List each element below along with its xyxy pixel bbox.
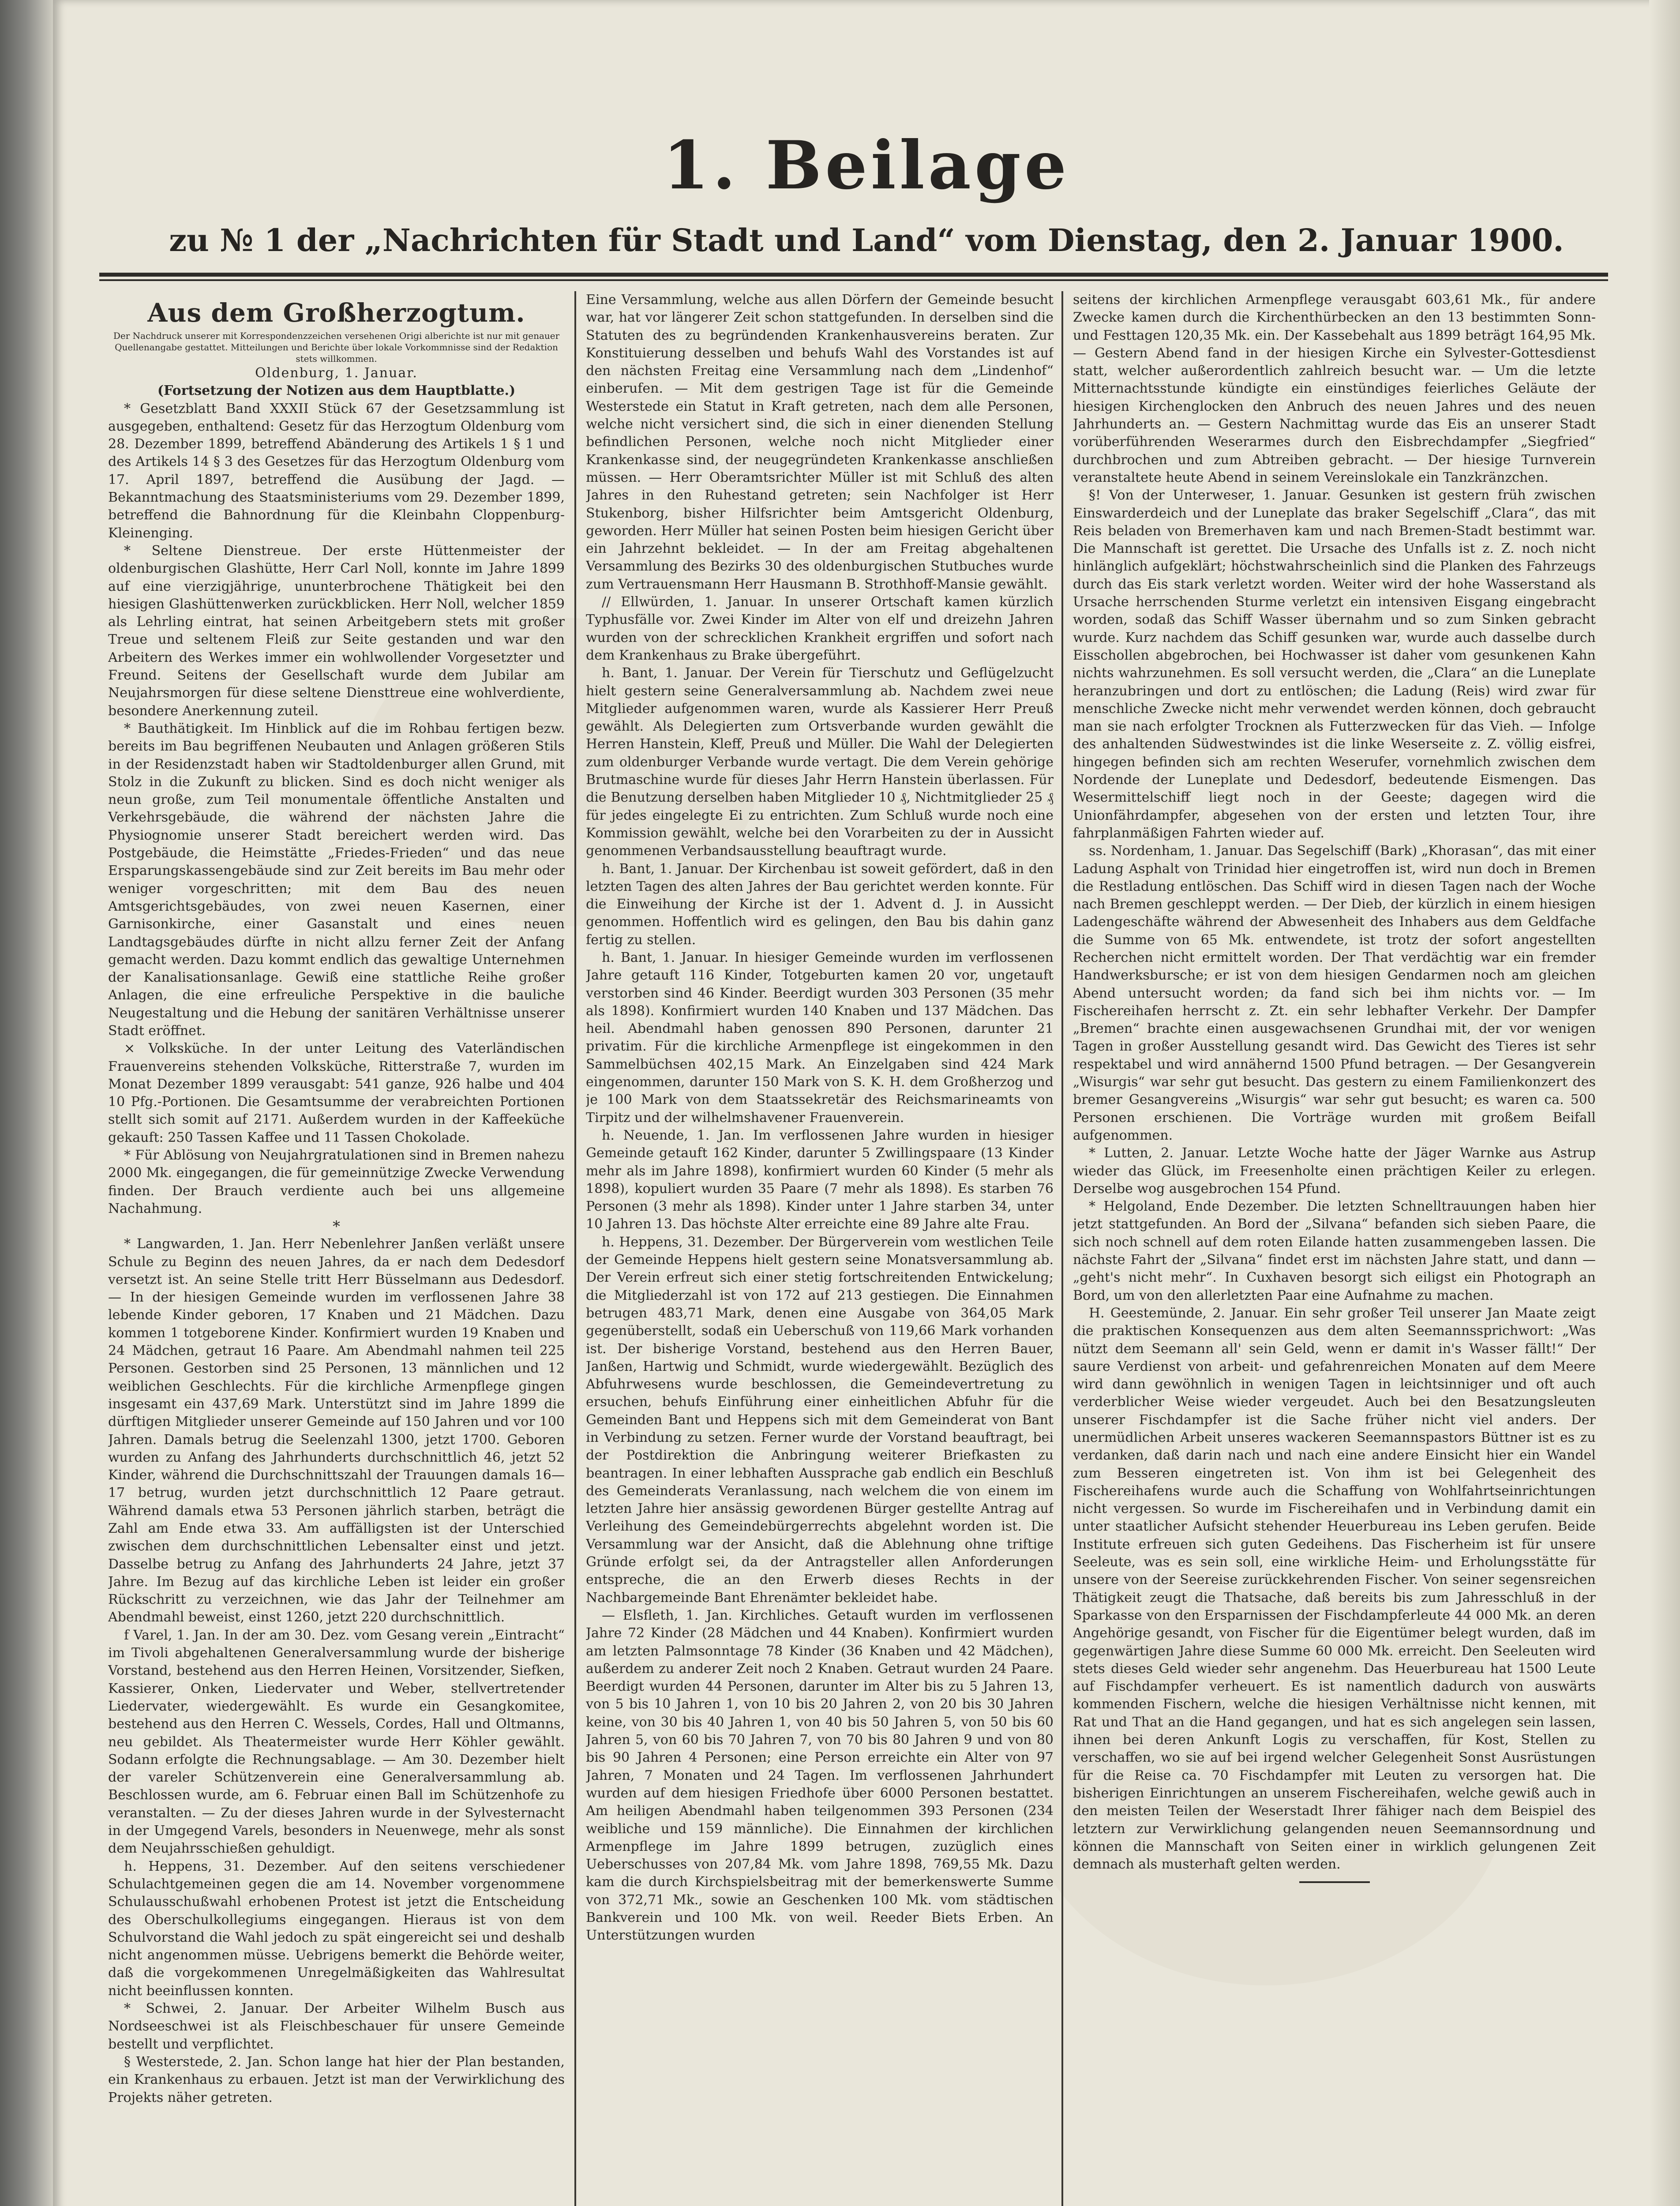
article-paragraph: * Seltene Dienstreue. Der erste Hüttenmeister der oldenburgischen Glashütte, Herr Carl Noll, konnte im Jahre 1899 auf eine vierzigjährige, ununterbrochene Thätigkeit bei den hiesigen Glashüttenwerken zurückblicken. Herr Noll, welcher 1859 als Lehrling eintrat, hat seinen Arbeitgebern stets mit großer Treue und seltenem Fleiß zur Seite gestanden und war den Arbeitern des Werkes immer ein wohlwollender Vorgesetzter und Freund. Seitens der Gesellschaft wurde dem Jubilar am Neujahrsmorgen für diese seltene Diensttreue eine wohlverdiente, besondere Anerkennung zuteil. [108, 543, 565, 719]
article-paragraph: h. Bant, 1. Januar. Der Verein für Tierschutz und Geflügelzucht hielt gestern seine Generalversammlung ab. Nachdem zwei neue Mitglieder aufgenommen waren, wurde als Kassierer Herr Preuß gewählt. Als Delegierten zum Ortsverbande wurden gewählt die Herren Hanstein, Kleff, Preuß und Müller. Die Wahl der Delegierten zum oldenburger Verbande wurde vertagt. Die dem Verein gehörige Brutmaschine wurde für dieses Jahr Herrn Hanstein überlassen. Für die Benutzung derselben haben Mitglieder 10 ₰, Nichtmitglieder 25 ₰ für jedes eingelegte Ei zu entrichten. Zum Schluß wurde noch eine Kommission gewählt, welche bei den Vorarbeiten zu der in Aussicht genommenen Verbandsausstellung beauftragt wurde. [586, 665, 1054, 859]
article-paragraph: Eine Versammlung, welche aus allen Dörfern der Gemeinde besucht war, hat vor längerer Zeit schon stattgefunden. In derselben sind die Statuten des zu begründenden Krankenhausvereins beraten. Zur Konstituierung desselben und behufs Wahl des Vorstandes ist auf den nächsten Freitag eine Versammlung nach dem „Lindenhof“ einberufen. — Mit dem gestrigen Tage ist für die Gemeinde Westerstede ein Statut in Kraft getreten, nach dem alle Personen, welche nicht versichert sind, die sich in einer dienenden Stellung befindlichen Personen, welche noch nicht Mitglieder einer Krankenkasse sind, der neugegründeten Krankenkasse anschließen müssen. — Herr Oberamtsrichter Müller ist mit Schluß des alten Jahres in den Ruhestand getreten; sein Nachfolger ist Herr Stukenborg, bisher Hilfsrichter beim Amtsgericht Oldenburg, geworden. Herr Müller hat seinen Posten beim hiesigen Gericht über ein Jahrzehnt bekleidet. — In der am Freitag abgehaltenen Versammlung des Bezirks 30 des oldenburgischen Stutbuches wurde zum Vertrauensmann Herr Hausmann B. Strothhoff-Mansie gewählt. [586, 292, 1054, 592]
article-paragraph: f Varel, 1. Jan. In der am 30. Dez. vom Gesang verein „Eintracht“ im Tivoli abgehaltenen Generalversammlung wurde der bisherige Vorstand, bestehend aus den Herren Heinen, Vorsitzender, Siefken, Kassierer, Onken, Liedervater und Weber, stellvertretender Liedervater, wiedergewählt. Es wurde ein Gesangkomitee, bestehend aus den Herren C. Wessels, Cordes, Hall und Oltmanns, neu gebildet. Als Theatermeister wurde Herr Köhler gewählt. Sodann erfolgte die Rechnungsablage. — Am 30. Dezember hielt der vareler Schützenverein eine Generalversammlung ab. Beschlossen wurde, am 6. Februar einen Ball im Schützenhofe zu veranstalten. — Zu der dieses Jahren wurde in der Sylvesternacht in der Umgegend Varels, besonders in Neuenwege, mehr als sonst dem Neujahrsschießen gehuldigt. [108, 1627, 565, 1857]
column-1 [108, 291, 565, 2206]
article-paragraph: × Volksküche. In der unter Leitung des Vaterländischen Frauenvereins stehenden Volksküche, Ritterstraße 7, wurden im Monat Dezember 1899 verausgabt: 541 ganze, 926 halbe und 404 10 Pfg.-Portionen. Die Gesamtsumme der verabreichten Portionen stellt sich somit auf 2171. Außerdem wurden in der Kaffeeküche gekauft: 250 Tassen Kaffee und 11 Tassen Chokolade. [108, 1041, 565, 1145]
column-2 [586, 291, 1054, 2206]
article-paragraph: h. Bant, 1. Januar. In hiesiger Gemeinde wurden im verflossenen Jahre getauft 116 Kinder, Totgeburten kamen 20 vor, ungetauft verstorben sind 46 Kinder. Beerdigt wurden 303 Personen (35 mehr als 1898). Konfirmiert wurden 140 Knaben und 137 Mädchen. Das heil. Abendmahl haben genossen 890 Personen, darunter 21 privatim. Für die kirchliche Armenpflege ist eingekommen in den Sammelbüchsen 402,15 Mark. An Einzelgaben sind 424 Mark eingenommen, darunter 150 Mark von S. K. H. dem Großherzog und je 100 Mark von dem Staatssekretär des Reichsmarineamts von Tirpitz und der wilhelmshavener Frauenverein. [586, 949, 1054, 1126]
masthead-rule-thick [99, 273, 1608, 277]
separator-asterisk: * [333, 1218, 340, 1236]
reprint-note: Der Nachdruck unserer mit Korrespondenzzeichen versehenen Origi alberichte ist nur mit genauer Quellenangabe gestattet. Mitteilungen und Berichte über lokale Vorkommnisse sind der Redaktion stets willkommen. [113, 330, 560, 364]
dateline: Oldenburg, 1. Januar. [255, 365, 418, 381]
page-edge [1649, 0, 1680, 2206]
article-paragraph: * Lutten, 2. Januar. Letzte Woche hatte der Jäger Warnke aus Astrup wieder das Glück, im Freesenholte einen prächtigen Keiler zu erlegen. Derselbe wog ausgebrochen 154 Pfund. [1073, 1145, 1596, 1197]
article-paragraph: * Langwarden, 1. Jan. Herr Nebenlehrer Janßen verläßt unsere Schule zu Beginn des neuen Jahres, da er nach dem Dedesdorf versetzt ist. An seine Stelle tritt Herr Büsselmann aus Dedesdorf. — In der hiesigen Gemeinde wurden im verflossenen Jahre 38 lebende Kinder geboren, 17 Knaben und 21 Mädchen. Dazu kommen 1 totgeborene Kinder. Konfirmiert wurden 19 Knaben und 24 Mädchen, getraut 16 Paare. Am Abendmahl nahmen teil 225 Personen. Gestorben sind 25 Personen, 13 männlichen und 12 weiblichen Geschlechts. Für die kirchliche Armenpflege gingen insgesamt ein 437,69 Mark. Unterstützt sind im Jahre 1899 die dürftigen Mitglieder unserer Gemeinde auf 150 Jahren und vor 100 Jahren. Damals betrug die Seelenzahl 1300, jetzt 1700. Geboren wurden zu Anfang des Jahrhunderts durchschnittlich 46, jetzt 52 Kinder, während die Durchschnittszahl der Trauungen damals 16—17 betrug, wurden jetzt durchschnittlich 12 Paare getraut. Während damals etwa 53 Personen jährlich starben, beträgt die Zahl am Ende etwa 33. Am auffälligsten ist der Unterschied zwischen dem durchschnittlichen Lebensalter einst und jetzt. Dasselbe betrug zu Anfang des Jahrhunderts 24 Jahre, jetzt 37 Jahre. Im Bezug auf das kirchliche Leben ist leider ein großer Rückschritt zu verzeichnen, wie das Jahr der Teilnehmer am Abendmahl beweist, einst 1260, jetzt 220 durchschnittlich. [108, 1236, 565, 1625]
article-paragraph: §! Von der Unterweser, 1. Januar. Gesunken ist gestern früh zwischen Einswarderdeich und der Luneplate das braker Segelschiff „Clara“, das mit Reis beladen von Bremerhaven kam und nach Bremen-Stadt bestimmt war. Die Mannschaft ist gerettet. Die Ursache des Unfalls ist z. Z. noch nicht hinlänglich aufgeklärt; höchstwahrscheinlich sind die Planken des Fahrzeugs durch das Eis stark verletzt worden. Weiter wird der hohe Wasserstand als Ursache herrschenden Sturme verletzt ein intensiven Eisgang eingebracht worden, sodaß das Schiff Wasser übernahm und so zum Sinken gebracht wurde. Kurz nachdem das Schiff gesunken war, wurde auch dasselbe durch Eisschollen abgebrochen, bei Hochwasser ist daher vom gesunkenen Kahn nichts wahrzunehmen. Es soll versucht werden, die „Clara“ an die Luneplate heranzubringen und dort zu entlöschen; die Ladung (Reis) wird zwar für menschliche Zwecke nicht mehr verwendet werden können, doch gebraucht man sie nach erfolgter Trocknen als Futterzwecken für das Vieh. — Infolge des anhaltenden Südwestwindes ist die linke Weserseite z. Z. völlig eisfrei, hingegen befinden sich am rechten Weserufer, vornehmlich zwischen dem Nordende der Luneplate und Dedesdorf, bedeutende Eismengen. Das Wesermittelschiff liegt noch in der Geeste; dagegen wird die Unionfährdampfer, abgesehen von der ersten und letzten Tour, ihre fahrplanmäßigen Fahrten wieder auf. [1073, 488, 1596, 841]
article-paragraph: § Westerstede, 2. Jan. Schon lange hat hier der Plan bestanden, ein Krankenhaus zu erbauen. Jetzt ist man der Verwirklichung des Projekts näher getreten. [108, 2054, 565, 2105]
masthead-rule-thin [99, 279, 1608, 281]
article-paragraph: ss. Nordenham, 1. Januar. Das Segelschiff (Bark) „Khorasan“, das mit einer Ladung Asphalt von Trinidad hier eingetroffen ist, wird nun doch in Bremen die Restladung entlöschen. Das Schiff wird in diesen Tagen nach der Woche nach Bremen geschleppt werden. — Der Dieb, der kürzlich in einem hiesigen Ladengeschäfte während der Abwesenheit des Inhabers aus dem Geldfache die Summe von 65 Mk. entwendete, ist trotz der sofort angestellten Recherchen nicht ermittelt worden. Der That verdächtig war ein fremder Handwerksbursche; er ist von dem hiesigen Gendarmen noch am gleichen Abend untersucht worden; da fand sich bei ihm nichts vor. — Im Fischereihafen herrscht z. Zt. ein sehr lebhafter Verkehr. Der Dampfer „Bremen“ brachte einen ausgewachsenen Grundhai mit, der vor wenigen Tagen in großer Ausstellung gesandt wird. Das Gewicht des Tieres ist sehr respektabel und wird annähernd 1500 Pfund betragen. — Der Gesangverein „Wisurgis“ war sehr gut besucht. Das gestern zu einem Familienkonzert des bremer Gesangvereins „Wisurgis“ war sehr gut besucht; es waren ca. 500 Personen erschienen. Die Vorträge wurden mit großem Beifall aufgenommen. [1073, 843, 1596, 1143]
article-paragraph: * Für Ablösung von Neujahrgratulationen sind in Bremen nahezu 2000 Mk. eingegangen, die für gemeinnützige Zwecke Verwendung finden. Der Brauch verdiente auch bei uns allgemeine Nachahmung. [108, 1148, 565, 1216]
column-3 [1073, 291, 1596, 2206]
article-paragraph: H. Geestemünde, 2. Januar. Ein sehr großer Teil unserer Jan Maate zeigt die praktischen Konsequenzen aus dem alten Seemannssprichwort: „Was nützt dem Seemann all' sein Geld, wenn er damit in's Wasser fällt!“ Der saure Verdienst von arbeit- und gefahrenreichen Monaten auf dem Meere wird dann gewöhnlich in wenigen Tagen in leichtsinniger und oft auch verderblicher Weise wieder vergeudet. Auch bei den Besatzungsleuten unserer Fischdampfer ist die Sache früher nicht viel anders. Der unermüdlichen Arbeit unseres wackeren Seemannspastors Büttner ist es zu verdanken, daß darin nach und nach eine andere Einsicht hier ein Wandel zum Besseren eingetreten ist. Von ihm ist bei Gelegenheit des Fischereihafens wurde auch die Schaffung von Wohlfahrtseinrichtungen nicht vergessen. So wurde im Fischereihafen und in Verbindung damit ein unter staatlicher Aufsicht stehender Heuerbureau ins Leben gerufen. Beide Institute erfreuen sich guten Gedeihens. Das Fischerheim ist für unsere Seeleute, was es sein soll, eine wirkliche Heim- und Erholungsstätte für unsere von der Seereise zurückkehrenden Fischer. Von seiner segensreichen Thätigkeit zeugt die Thatsache, daß bereits bis zum Jahresschluß in der Sparkasse von den Ersparnissen der Fischdampferleute 44 000 Mk. an deren Angehörige gesandt, von Fischer für die Eigentümer belegt wurden, daß im gegenwärtigen Jahre diese Summe 60 000 Mk. erreicht. Den Seeleuten wird stets dieses Geld wieder sehr angenehm. Das Heuerbureau hat 1500 Leute auf Fischdampfer verheuert. Es ist namentlich dadurch von auswärts kommenden Fischern, welche die hiesigen Verhältnisse nicht kennen, mit Rat und That an die Hand gegangen, und hat es sich angelegen sein lassen, ihnen bei deren Ankunft Logis zu verschaffen, für Kost, Stellen zu verschaffen, wo sie auf bei irgend welcher Gelegenheit Sonst Ausrüstungen für die Reise ca. 70 Fischdampfer mit Leuten zu versorgen hat. Die bisherigen Einrichtungen an unserem Fischereihafen, welche gewiß auch in den meisten Teilen der Weserstadt Ihrer fähiger nach dem Beispiel des letztern zur Verwirklichung gelangenden neuen Seemannsordnung und können die Mannschaft von Seiten einer in wirklich gelungenen Zeit demnach als musterhaft gelten werden. [1073, 1305, 1596, 1872]
article-paragraph: * Schwei, 2. Januar. Der Arbeiter Wilhelm Busch aus Nordseeschwei ist als Fleischbeschauer für unsere Gemeinde bestellt und verpflichtet. [108, 2001, 565, 2052]
article-paragraph: * Bauthätigkeit. Im Hinblick auf die im Rohbau fertigen bezw. bereits im Bau begriffenen Neubauten und Anlagen größeren Stils in der Residenzstadt haben wir Stadtoldenburger allen Grund, mit Stolz in die Zukunft zu blicken. Sind es doch nicht weniger als neun große, zum Teil monumentale öffentliche Anstalten und Verkehrsgebäude, die während der nächsten Jahre die Physiognomie unserer Stadt bereichert werden wird. Das Postgebäude, die Heimstätte „Friedes-Frieden“ und das neue Ersparungskassengebäude sind zur Zeit bereits im Bau mehr oder weniger vorgeschritten; mit dem Bau des neuen Amtsgerichtsgebäudes, von zwei neuen Kasernen, einer Garnisonkirche, einer Gasanstalt und eines neuen Landtagsgebäudes dürfte in nicht allzu ferner Zeit der Anfang gemacht werden. Dazu kommt endlich das gewaltige Unternehmen der Kanalisationsanlage. Gewiß eine stattliche Reihe großer Anlagen, die eine erfreuliche Perspektive in die bauliche Neugestaltung und die Hebung der sanitären Verhältnisse unserer Stadt eröffnet. [108, 720, 565, 1039]
article-paragraph: — Elsfleth, 1. Jan. Kirchliches. Getauft wurden im verflossenen Jahre 72 Kinder (28 Mädchen und 44 Knaben). Konfirmiert wurden am letzten Palmsonntage 78 Kinder (36 Knaben und 42 Mädchen), außerdem zu anderer Zeit noch 2 Knaben. Getraut wurden 24 Paare. Beerdigt wurden 44 Personen, darunter im Alter bis zu 5 Jahren 13, von 5 bis 10 Jahren 1, von 10 bis 20 Jahren 2, von 20 bis 30 Jahren keine, von 30 bis 40 Jahren 1, von 40 bis 50 Jahren 5, von 50 bis 60 Jahren 5, von 60 bis 70 Jahren 7, von 70 bis 80 Jahren 9 und von 80 bis 90 Jahren 4 Personen; eine Person erreichte ein Alter von 97 Jahren, 7 Monaten und 24 Tagen. Im verflossenen Jahrhundert wurden auf dem hiesigen Friedhofe über 6000 Personen bestattet. Am heiligen Abendmahl haben teilgenommen 393 Personen (234 weibliche und 159 männliche). Die Einnahmen der kirchlichen Armenpflege im Jahre 1899 betrugen, zuzüglich eines Ueberschusses von 207,84 Mk. vom Jahre 1898, 769,55 Mk. Dazu kam die durch Kirchspielsbeitrag mit der bemerkenswerte Summe von 372,71 Mk., sowie an Geschenken 100 Mk. vom städtischen Bankverein und 100 Mk. von weil. Reeder Biets Erben. An Unterstützungen wurden [586, 1607, 1054, 1943]
supplement-subtitle: zu № 1 der „Nachrichten für Stadt und Land“ vom Dienstag, den 2. Januar 1900. [169, 222, 1564, 259]
column-divider [1061, 291, 1063, 2206]
article-paragraph: h. Heppens, 31. Dezember. Der Bürgerverein vom westlichen Teile der Gemeinde Heppens hielt gestern seine Monatsversammlung ab. Der Verein erfreut sich einer stetig fortschreitenden Entwickelung; die Mitgliederzahl ist von 172 auf 213 gestiegen. Die Einnahmen betrugen 483,71 Mark, denen eine Ausgabe von 364,05 Mark gegenüberstellt, sodaß ein Ueberschuß von 119,66 Mark vorhanden ist. Der bisherige Vorstand, bestehend aus den Herren Bauer, Janßen, Hartwig und Schmidt, wurde wiedergewählt. Bezüglich des Abfuhrwesens wurde beschlossen, die Gemeindevertretung zu ersuchen, behufs Einführung einer einheitlichen Abfuhr für die Gemeinden Bant und Heppens sich mit dem Gemeinderat von Bant in Verbindung zu setzen. Ferner wurde der Vorstand beauftragt, bei der Postdirektion die Anbringung weiterer Briefkasten zu beantragen. In einer lebhaften Aussprache gab endlich ein Beschluß des Gemeinderats Veranlassung, nach welchem die von einem im letzten Jahre hier ansässig gewordenen Bürger gestellte Antrag auf Verleihung des Gemeindebürgerrechts abgelehnt worden ist. Die Versammlung war der Ansicht, daß die Ablehnung ohne triftige Gründe erfolgt sei, da der Antragsteller allen Anforderungen entspreche, die an den Erwerb dieses Rechts in der Nachbargemeinde Bant Ehrenämter bekleidet habe. [586, 1234, 1054, 1606]
end-rule [1299, 1881, 1370, 1883]
column-divider [574, 291, 576, 2206]
continuation-note: (Fortsetzung der Notizen aus dem Hauptblatte.) [157, 383, 516, 399]
article-paragraph: seitens der kirchlichen Armenpflege verausgabt 603,61 Mk., für andere Zwecke kamen durch die Kirchenthürbecken an den 13 bestimmten Sonn- und Festtagen 120,35 Mk. ein. Der Kassebehalt aus 1899 beträgt 164,95 Mk. — Gestern Abend fand in der hiesigen Kirche ein Sylvester-Gottesdienst statt, welcher außerordentlich zahlreich besucht war. — Um die letzte Mitternachtsstunde kündigte ein einstündiges feierliches Geläute der hiesigen Kirchenglocken den Anbruch des neuen Jahres und des neuen Jahrhunderts an. — Gestern Nachmittag wurde das Eis an unserer Stadt vorüberführenden Weserarmes durch den Eisbrechdampfer „Siegfried“ durchbrochen und zum Abtreiben gebracht. — Der hiesige Turnverein veranstaltete heute Abend in seinem Vereinslokale ein Tanzkränzchen. [1073, 292, 1596, 485]
article-paragraph: * Helgoland, Ende Dezember. Die letzten Schnelltrauungen haben hier jetzt stattgefunden. An Bord der „Silvana“ befanden sich sieben Paare, die sich noch schnell auf dem roten Eilande hatten zusammengeben lassen. Die nächste Fahrt der „Silvana“ findet erst im nächsten Jahre statt, und dann — „geht's nicht mehr“. In Cuxhaven besorgt sich eiligst ein Photograph an Bord, um von den allerletzten Paar eine Aufnahme zu machen. [1073, 1199, 1596, 1303]
article-paragraph: h. Neuende, 1. Jan. Im verflossenen Jahre wurden in hiesiger Gemeinde getauft 162 Kinder, darunter 5 Zwillingspaare (13 Kinder mehr als im Jahre 1898), konfirmiert wurden 60 Kinder (5 mehr als 1898), kopuliert wurden 35 Paare (7 mehr als 1898). Es starben 76 Personen (3 mehr als 1898). Kinder unter 1 Jahre starben 34, unter 10 Jahren 13. Das höchste Alter erreichte eine 89 Jahre alte Frau. [586, 1127, 1054, 1232]
supplement-title: 1. Beilage [663, 127, 1070, 204]
article-paragraph: * Gesetzblatt Band XXXII Stück 67 der Gesetzsammlung ist ausgegeben, enthaltend: Gesetz für das Herzogtum Oldenburg vom 28. Dezember 1899, betreffend Abänderung des Artikels 1 § 1 und des Artikels 14 § 3 des Gesetzes für das Herzogtum Oldenburg vom 17. April 1897, betreffend die Ausübung der Jagd. — Bekanntmachung des Staatsministeriums vom 29. Dezember 1899, betreffend die Bahnordnung für die Kleinbahn Cloppenburg-Kleinenging. [108, 401, 565, 541]
article-paragraph: h. Bant, 1. Januar. Der Kirchenbau ist soweit gefördert, daß in den letzten Tagen des alten Jahres der Bau gerichtet werden konnte. Für die Einweihung der Kirche ist der 1. Advent d. J. in Aussicht genommen. Hoffentlich wird es gelingen, den Bau bis dahin ganz fertig zu stellen. [586, 861, 1054, 948]
article-paragraph: // Ellwürden, 1. Januar. In unserer Ortschaft kamen kürzlich Typhusfälle vor. Zwei Kinder im Alter von elf und dreizehn Jahren wurden von der schrecklichen Krankheit ergriffen und sofort nach dem Krankenhaus zu Brake übergeführt. [586, 594, 1054, 663]
section-title: Aus dem Großherzogtum. [147, 298, 525, 328]
article-paragraph: h. Heppens, 31. Dezember. Auf den seitens verschiedener Schulachtgemeinen gegen die am 14. November vorgenommene Schulausschußwahl erhobenen Protest ist jetzt die Entscheidung des Oberschulkollegiums eingegangen. Hieraus ist von dem Schulvorstand die Wahl jedoch zu spät eingereicht sei und deshalb nicht angenommen müsse. Uebrigens bemerkt die Behörde weiter, daß die vorgekommenen Unregelmäßigkeiten das Wahlresultat nicht beeinflussen konnten. [108, 1858, 565, 1999]
